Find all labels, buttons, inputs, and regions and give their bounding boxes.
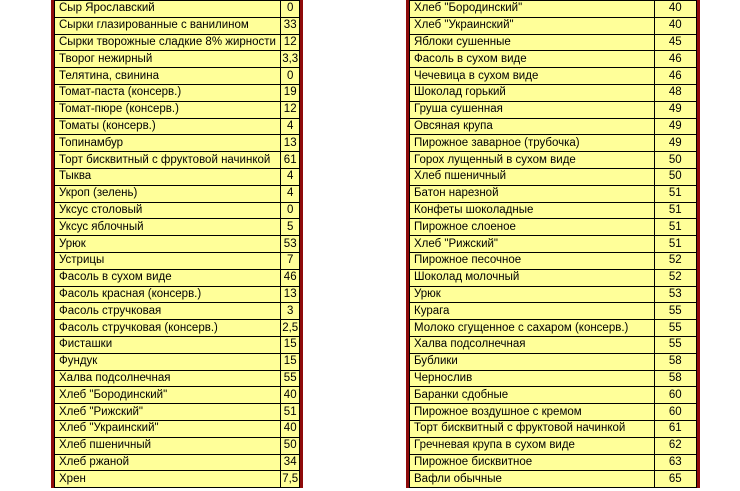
table-row <box>55 353 300 370</box>
product-name-cell: Пирожное слоеное <box>410 219 655 236</box>
product-name-cell: Хлеб ржаной <box>55 454 281 471</box>
product-name-cell: Хлеб "Бородинский" <box>410 1 655 18</box>
table-row <box>410 202 697 219</box>
table-row <box>410 185 697 202</box>
table-row <box>55 68 300 85</box>
value-cell: 55 <box>654 303 696 320</box>
table-row <box>410 68 697 85</box>
product-name-cell: Пирожное песочное <box>410 252 655 269</box>
product-name-cell: Хлеб пшеничный <box>55 437 281 454</box>
product-name-cell: Урюк <box>55 236 281 253</box>
product-name-cell: Сыр Ярославский <box>55 1 281 18</box>
value-cell: 0 <box>281 68 300 85</box>
value-cell: 48 <box>654 84 696 101</box>
value-cell: 50 <box>654 168 696 185</box>
table-row <box>55 387 300 404</box>
product-name-cell: Фасоль в сухом виде <box>410 51 655 68</box>
table-row <box>55 202 300 219</box>
value-cell: 13 <box>281 286 300 303</box>
table-row <box>410 252 697 269</box>
table-row <box>55 437 300 454</box>
value-cell: 49 <box>654 101 696 118</box>
value-cell: 0 <box>281 202 300 219</box>
table-row <box>55 320 300 337</box>
table-row <box>410 471 697 488</box>
table-row <box>55 34 300 51</box>
table-row <box>410 236 697 253</box>
table-row <box>55 420 300 437</box>
product-name-cell: Хлеб пшеничный <box>410 168 655 185</box>
table-row <box>410 420 697 437</box>
value-cell: 3 <box>281 303 300 320</box>
product-name-cell: Хлеб "Рижский" <box>410 236 655 253</box>
value-cell: 52 <box>654 269 696 286</box>
value-cell: 13 <box>281 135 300 152</box>
table-row <box>410 1 697 18</box>
table-row <box>55 219 300 236</box>
product-name-cell: Пирожное воздушное с кремом <box>410 404 655 421</box>
product-name-cell: Хлеб "Украинский" <box>410 17 655 34</box>
product-name-cell: Яблоки сушенные <box>410 34 655 51</box>
table-row <box>55 303 300 320</box>
product-name-cell: Груша сушенная <box>410 101 655 118</box>
left-table-grid <box>54 0 300 488</box>
value-cell: 55 <box>654 320 696 337</box>
value-cell: 50 <box>281 437 300 454</box>
value-cell: 61 <box>654 420 696 437</box>
value-cell: 40 <box>281 420 300 437</box>
product-name-cell: Овсяная крупа <box>410 118 655 135</box>
product-name-cell: Фундук <box>55 353 281 370</box>
value-cell: 51 <box>654 202 696 219</box>
product-name-cell: Хрен <box>55 471 281 488</box>
table-row <box>410 101 697 118</box>
product-name-cell: Телятина, свинина <box>55 68 281 85</box>
product-name-cell: Фасоль красная (консерв.) <box>55 286 281 303</box>
value-cell: 7,5 <box>281 471 300 488</box>
right-table-grid <box>409 0 697 488</box>
product-name-cell: Чечевица в сухом виде <box>410 68 655 85</box>
product-name-cell: Томат-пюре (консерв.) <box>55 101 281 118</box>
table-row <box>55 286 300 303</box>
value-cell: 55 <box>281 370 300 387</box>
product-name-cell: Томат-паста (консерв.) <box>55 84 281 101</box>
table-row <box>55 252 300 269</box>
right-table <box>406 0 700 488</box>
table-row <box>410 118 697 135</box>
value-cell: 55 <box>654 336 696 353</box>
product-name-cell: Шоколад молочный <box>410 269 655 286</box>
product-name-cell: Фисташки <box>55 336 281 353</box>
value-cell: 7 <box>281 252 300 269</box>
product-name-cell: Томаты (консерв.) <box>55 118 281 135</box>
product-name-cell: Баранки сдобные <box>410 387 655 404</box>
table-row <box>55 168 300 185</box>
table-row <box>55 269 300 286</box>
product-name-cell: Чернослив <box>410 370 655 387</box>
product-name-cell: Хлеб "Бородинский" <box>55 387 281 404</box>
value-cell: 4 <box>281 118 300 135</box>
table-row <box>55 454 300 471</box>
value-cell: 60 <box>654 387 696 404</box>
value-cell: 0 <box>281 1 300 18</box>
value-cell: 62 <box>654 437 696 454</box>
value-cell: 65 <box>654 471 696 488</box>
value-cell: 5 <box>281 219 300 236</box>
table-row <box>410 387 697 404</box>
product-name-cell: Конфеты шоколадные <box>410 202 655 219</box>
table-row <box>410 303 697 320</box>
value-cell: 4 <box>281 168 300 185</box>
value-cell: 2,5 <box>281 320 300 337</box>
table-row <box>410 51 697 68</box>
value-cell: 52 <box>654 252 696 269</box>
value-cell: 46 <box>654 51 696 68</box>
value-cell: 12 <box>281 34 300 51</box>
product-name-cell: Курага <box>410 303 655 320</box>
table-row <box>410 219 697 236</box>
product-name-cell: Уксус столовый <box>55 202 281 219</box>
product-name-cell: Торт бисквитный с фруктовой начинкой <box>55 152 281 169</box>
table-row <box>410 84 697 101</box>
value-cell: 51 <box>654 236 696 253</box>
table-row <box>55 336 300 353</box>
value-cell: 15 <box>281 336 300 353</box>
product-name-cell: Сырки творожные сладкие 8% жирности <box>55 34 281 51</box>
table-row <box>410 168 697 185</box>
value-cell: 63 <box>654 454 696 471</box>
product-name-cell: Устрицы <box>55 252 281 269</box>
value-cell: 46 <box>654 68 696 85</box>
value-cell: 40 <box>654 17 696 34</box>
table-row <box>55 185 300 202</box>
value-cell: 58 <box>654 353 696 370</box>
table-row <box>55 135 300 152</box>
value-cell: 53 <box>281 236 300 253</box>
product-name-cell: Горох лущенный в сухом виде <box>410 152 655 169</box>
table-row <box>410 336 697 353</box>
value-cell: 58 <box>654 370 696 387</box>
table-row <box>55 236 300 253</box>
table-row <box>55 101 300 118</box>
product-name-cell: Сырки глазированные с ванилином <box>55 17 281 34</box>
value-cell: 51 <box>281 404 300 421</box>
table-row <box>410 152 697 169</box>
value-cell: 61 <box>281 152 300 169</box>
product-name-cell: Шоколад горький <box>410 84 655 101</box>
table-row <box>55 1 300 18</box>
value-cell: 45 <box>654 34 696 51</box>
table-row <box>410 353 697 370</box>
value-cell: 19 <box>281 84 300 101</box>
value-cell: 40 <box>654 1 696 18</box>
product-name-cell: Хлеб "Рижский" <box>55 404 281 421</box>
product-name-cell: Молоко сгущенное с сахаром (консерв.) <box>410 320 655 337</box>
product-name-cell: Топинамбур <box>55 135 281 152</box>
value-cell: 4 <box>281 185 300 202</box>
product-name-cell: Батон нарезной <box>410 185 655 202</box>
value-cell: 50 <box>654 152 696 169</box>
table-row <box>55 370 300 387</box>
value-cell: 12 <box>281 101 300 118</box>
value-cell: 53 <box>654 286 696 303</box>
value-cell: 46 <box>281 269 300 286</box>
table-row <box>410 437 697 454</box>
table-row <box>410 454 697 471</box>
value-cell: 49 <box>654 135 696 152</box>
value-cell: 51 <box>654 185 696 202</box>
table-row <box>55 51 300 68</box>
product-name-cell: Фасоль стручковая <box>55 303 281 320</box>
product-name-cell: Халва подсолнечная <box>410 336 655 353</box>
value-cell: 15 <box>281 353 300 370</box>
product-name-cell: Фасоль стручковая (консерв.) <box>55 320 281 337</box>
product-name-cell: Тыква <box>55 168 281 185</box>
product-name-cell: Халва подсолнечная <box>55 370 281 387</box>
product-name-cell: Пирожное заварное (трубочка) <box>410 135 655 152</box>
table-row <box>410 17 697 34</box>
product-name-cell: Урюк <box>410 286 655 303</box>
value-cell: 40 <box>281 387 300 404</box>
left-table <box>51 0 303 488</box>
value-cell: 60 <box>654 404 696 421</box>
product-name-cell: Пирожное бисквитное <box>410 454 655 471</box>
product-name-cell: Торт бисквитный с фруктовой начинкой <box>410 420 655 437</box>
product-name-cell: Хлеб "Украинский" <box>55 420 281 437</box>
table-row <box>55 152 300 169</box>
table-row <box>410 370 697 387</box>
product-name-cell: Укроп (зелень) <box>55 185 281 202</box>
value-cell: 3,3 <box>281 51 300 68</box>
value-cell: 33 <box>281 17 300 34</box>
table-row <box>410 320 697 337</box>
product-name-cell: Уксус яблочный <box>55 219 281 236</box>
value-cell: 49 <box>654 118 696 135</box>
table-row <box>55 17 300 34</box>
table-row <box>55 84 300 101</box>
product-name-cell: Вафли обычные <box>410 471 655 488</box>
table-row <box>410 269 697 286</box>
table-row <box>410 135 697 152</box>
value-cell: 51 <box>654 219 696 236</box>
table-row <box>55 404 300 421</box>
product-name-cell: Фасоль в сухом виде <box>55 269 281 286</box>
value-cell: 34 <box>281 454 300 471</box>
table-row <box>410 34 697 51</box>
table-row <box>55 471 300 488</box>
product-name-cell: Гречневая крупа в сухом виде <box>410 437 655 454</box>
product-name-cell: Творог нежирный <box>55 51 281 68</box>
table-row <box>410 404 697 421</box>
table-row <box>55 118 300 135</box>
product-name-cell: Бублики <box>410 353 655 370</box>
table-row <box>410 286 697 303</box>
